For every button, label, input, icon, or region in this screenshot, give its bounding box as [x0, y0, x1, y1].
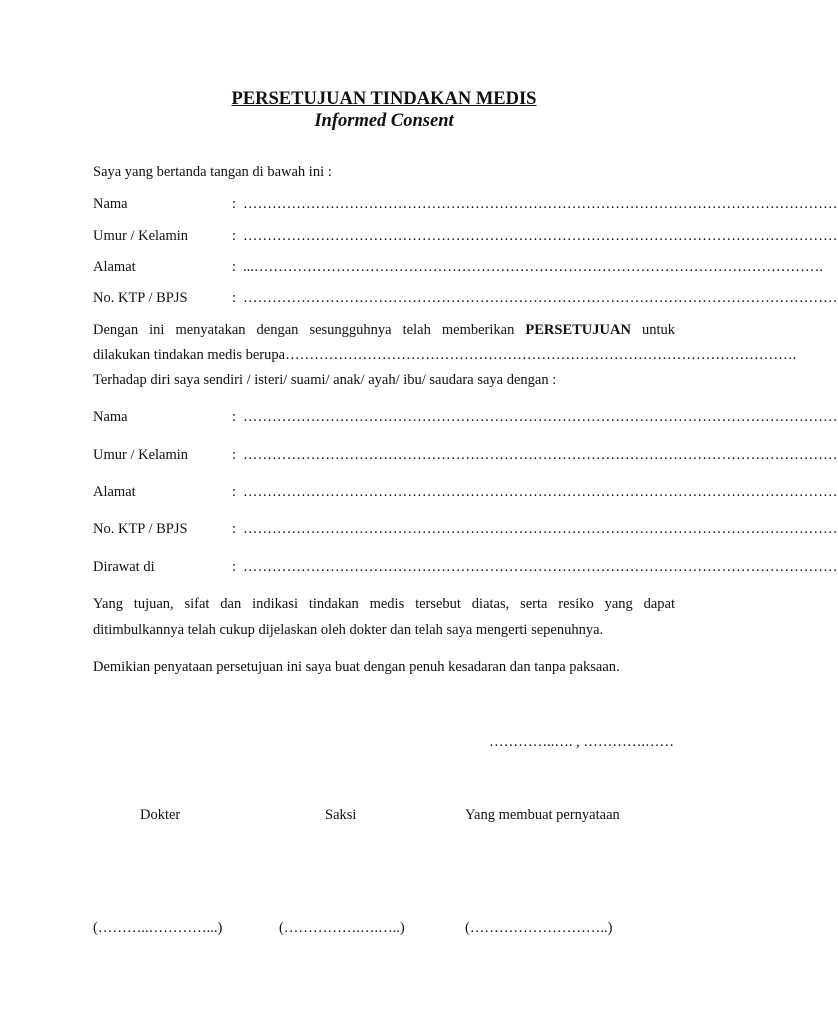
field-value: …………………………………………………………………………………………………………… — [243, 196, 838, 212]
field-label: Alamat — [93, 259, 136, 275]
place-date-field: …………..…. , ………….…… — [489, 734, 674, 750]
explanation-line: ditimbulkannya telah cukup dijelaskan oleh dokter dan telah saya mengerti sepenuhnya. — [93, 622, 604, 638]
doctor-label: Dokter — [140, 807, 181, 823]
field-separator: : — [232, 559, 237, 575]
field-separator: : — [232, 259, 237, 275]
field-value: …………………………………………………………………………………………………………… — [243, 409, 838, 425]
declarant-signature-line: (………………………..) — [465, 920, 613, 936]
statement-bold: PERSETUJUAN — [525, 322, 631, 338]
field-value: ...………………………………………………………………………………………………………. — [243, 259, 823, 275]
statement-line — [93, 321, 675, 339]
field-label: Alamat — [93, 484, 136, 500]
intro-text: Saya yang bertanda tangan di bawah ini : — [93, 164, 332, 180]
field-label: Umur / Kelamin — [93, 228, 189, 244]
document-subtitle: Informed Consent — [314, 111, 454, 131]
field-separator: : — [232, 409, 237, 425]
doctor-signature-line: (………..…………...) — [93, 920, 223, 936]
field-value: …………………………………………………………………………………………………………… — [243, 228, 838, 244]
witness-label: Saksi — [325, 807, 357, 823]
field-label: No. KTP / BPJS — [93, 290, 188, 306]
field-separator: : — [232, 484, 237, 500]
closing-text: Demikian penyataan persetujuan ini saya buat dengan penuh kesadaran dan tanpa paksaan. — [93, 659, 620, 675]
declarant-label: Yang membuat pernyataan — [465, 807, 620, 823]
witness-signature-line: (…………….….…..) — [279, 920, 405, 936]
field-label: No. KTP / BPJS — [93, 521, 188, 537]
field-label: Nama — [93, 409, 128, 425]
field-label: Nama — [93, 196, 128, 212]
field-value: …………………………………………………………………………………………………………… — [243, 521, 838, 537]
document-title: PERSETUJUAN TINDAKAN MEDIS — [231, 89, 537, 109]
field-separator: : — [232, 196, 237, 212]
statement-line: Terhadap diri saya sendiri / isteri/ suami/ anak/ ayah/ ibu/ saudara saya dengan : — [93, 372, 557, 388]
field-separator: : — [232, 447, 237, 463]
field-separator: : — [232, 228, 237, 244]
field-value: …………………………………………………………………………………………………………… — [243, 484, 838, 500]
field-separator: : — [232, 290, 237, 306]
field-value: …………………………………………………………………………………………………………… — [243, 447, 838, 463]
field-label: Dirawat di — [93, 559, 155, 575]
statement-text: untuk — [641, 322, 676, 338]
field-value: …………………………………………………………………………………………………………… — [243, 290, 838, 306]
statement-text: Dengan ini menyatakan dengan sesungguhnya telah memberikan — [93, 322, 515, 338]
field-value: …………………………………………………………………………………………………………… — [243, 559, 838, 575]
field-separator: : — [232, 521, 237, 537]
statement-line: dilakukan tindakan medis berupa……………………………………………………………………………………………. — [93, 347, 797, 363]
explanation-line: Yang tujuan, sifat dan indikasi tindakan medis tersebut diatas, serta resiko yang dapat — [93, 596, 675, 612]
field-label: Umur / Kelamin — [93, 447, 189, 463]
